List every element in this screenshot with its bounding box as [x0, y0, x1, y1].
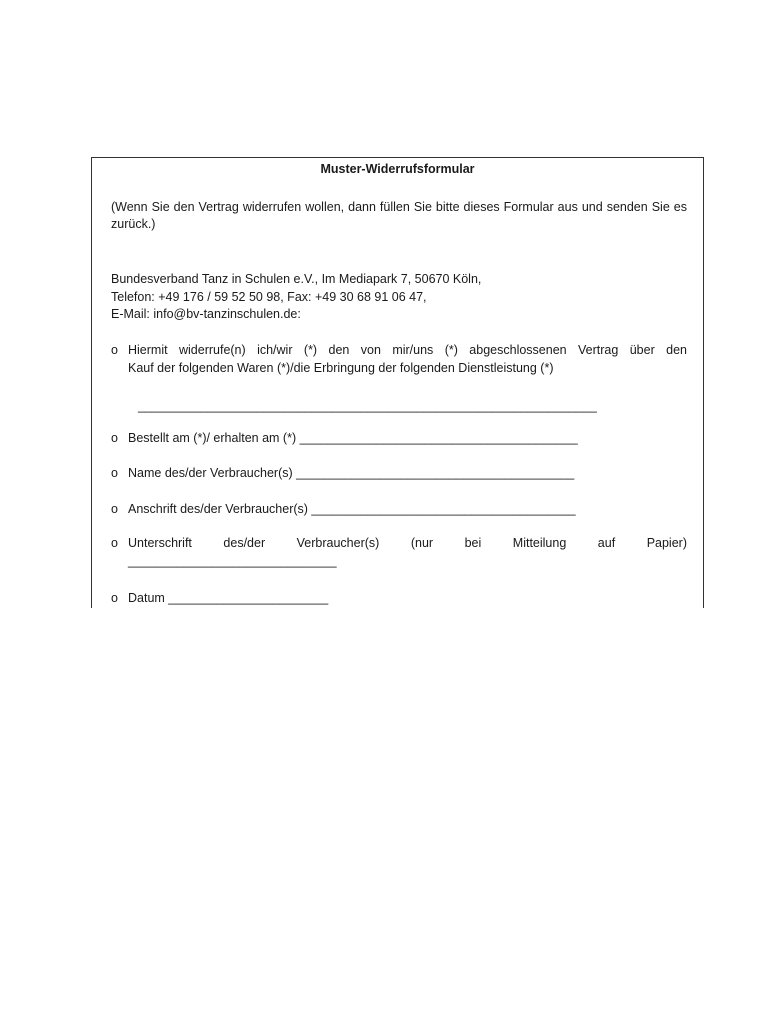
- list-item-signature: [111, 534, 687, 570]
- signature-field[interactable]: ______________________________: [128, 554, 337, 568]
- address-block: [111, 271, 687, 324]
- bullet-icon: o: [111, 466, 118, 480]
- revocation-goods-field[interactable]: __________________________________________________________________: [138, 399, 597, 413]
- bullet-icon: o: [111, 431, 118, 445]
- date-field[interactable]: Datum _______________________: [128, 591, 329, 605]
- revocation-text-line-2: Kauf der folgenden Waren (*)/die Erbringung der folgenden Dienstleistung (*): [128, 361, 554, 375]
- list-item-address: [111, 500, 687, 518]
- bullet-icon: o: [111, 502, 118, 516]
- bullet-icon: o: [111, 536, 118, 550]
- list-item-revocation: [111, 341, 687, 377]
- list-item-name: [111, 464, 687, 482]
- signature-label: Unterschrift des/der Verbraucher(s) (nur bei Mitteilung auf Papier): [128, 536, 687, 550]
- ordered-received-field[interactable]: Bestellt am (*)/ erhalten am (*) ________________________________________: [128, 431, 578, 445]
- revocation-text-line-1: Hiermit widerrufe(n) ich/wir (*) den von mir/uns (*) abgeschlossenen Vertrag über den: [128, 343, 687, 357]
- bullet-icon: o: [111, 591, 118, 605]
- address-line-1: Bundesverband Tanz in Schulen e.V., Im Mediapark 7, 50670 Köln,: [111, 272, 482, 286]
- list-item-ordered: [111, 429, 687, 447]
- form-title: Muster-Widerrufsformular: [320, 162, 475, 176]
- list-item-date: [111, 589, 687, 607]
- form-intro: (Wenn Sie den Vertrag widerrufen wollen, dann füllen Sie bitte dieses Formular aus und senden Sie es zurück.): [111, 200, 687, 231]
- consumer-name-field[interactable]: Name des/der Verbraucher(s) ________________________________________: [128, 466, 575, 480]
- address-line-3: E-Mail: info@bv-tanzinschulen.de:: [111, 307, 301, 321]
- withdrawal-form: [91, 157, 704, 608]
- bullet-icon: o: [111, 343, 118, 357]
- address-line-2: Telefon: +49 176 / 59 52 50 98, Fax: +49 30 68 91 06 47,: [111, 289, 427, 304]
- consumer-address-field[interactable]: Anschrift des/der Verbraucher(s) ______________________________________: [128, 502, 576, 516]
